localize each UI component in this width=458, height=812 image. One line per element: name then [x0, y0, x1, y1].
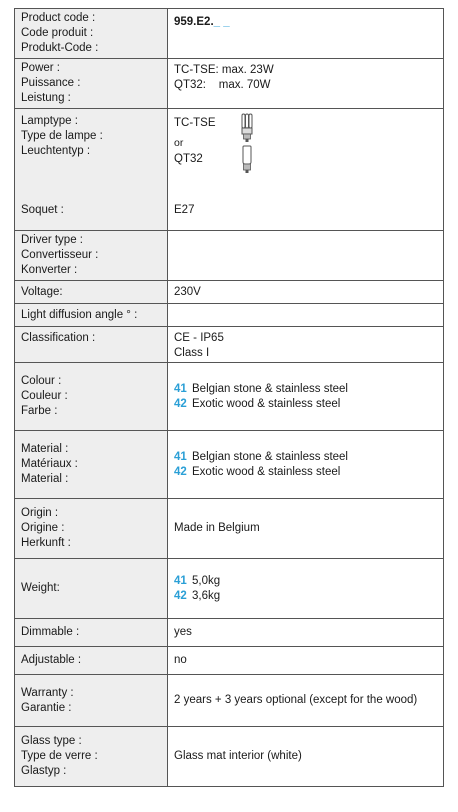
- value-voltage: 230V: [168, 281, 444, 304]
- row-classification: [15, 327, 444, 363]
- row-product-code: [15, 9, 444, 59]
- label-colour: Colour : Couleur : Farbe :: [15, 363, 168, 431]
- label-warranty: Warranty : Garantie :: [15, 675, 168, 727]
- colour-option: 42 Exotic wood & stainless steel: [174, 397, 341, 410]
- label-lamptype: Lamptype : Type de lampe : Leuchtentyp : Soquet :: [15, 109, 168, 231]
- weight-option: 41 5,0kg: [174, 574, 221, 587]
- row-light-angle: [15, 304, 444, 327]
- material-option: 41 Belgian stone & stainless steel: [174, 450, 348, 463]
- value-warranty: 2 years + 3 years optional (except for the wood): [168, 675, 444, 727]
- qt32-lamp-icon: [240, 145, 254, 175]
- value-lamptype: [168, 109, 444, 231]
- row-glass: [15, 727, 444, 787]
- value-product-code: [168, 9, 444, 59]
- spec-table: [14, 8, 444, 787]
- row-warranty: [15, 675, 444, 727]
- label-classification: Classification :: [15, 327, 168, 363]
- colour-option: 41 Belgian stone & stainless steel: [174, 382, 348, 395]
- row-lamptype: [15, 109, 444, 231]
- row-material: [15, 431, 444, 499]
- label-socket: Soquet :: [21, 204, 64, 216]
- label-light-angle: Light diffusion angle ° :: [15, 304, 168, 327]
- value-material: [168, 431, 444, 499]
- value-driver: [168, 231, 444, 281]
- label-glass: Glass type : Type de verre : Glastyp :: [15, 727, 168, 787]
- value-power: TC-TSE: max. 23W QT32: max. 70W: [168, 59, 444, 109]
- lamp-or: or: [174, 137, 184, 149]
- row-voltage: [15, 281, 444, 304]
- value-classification: CE - IP65 Class I: [168, 327, 444, 363]
- row-dimmable: [15, 619, 444, 647]
- lamp-qt32: QT32: [174, 149, 374, 169]
- row-driver: [15, 231, 444, 281]
- label-origin: Origin : Origine : Herkunft :: [15, 499, 168, 559]
- tc-tse-lamp-icon: [240, 113, 254, 143]
- label-adjustable: Adjustable :: [15, 647, 168, 675]
- value-colour: [168, 363, 444, 431]
- material-option: 42 Exotic wood & stainless steel: [174, 465, 341, 478]
- spec-sheet: [14, 8, 444, 787]
- row-colour: [15, 363, 444, 431]
- value-weight: [168, 559, 444, 619]
- label-driver: Driver type : Convertisseur : Konverter :: [15, 231, 168, 281]
- label-product-code: Product code : Code produit : Produkt-Code :: [15, 9, 168, 59]
- value-dimmable: yes: [168, 619, 444, 647]
- row-adjustable: [15, 647, 444, 675]
- value-glass: Glass mat interior (white): [168, 727, 444, 787]
- label-dimmable: Dimmable :: [15, 619, 168, 647]
- label-weight: Weight:: [15, 559, 168, 619]
- value-socket: E27: [174, 204, 195, 216]
- row-origin: [15, 499, 444, 559]
- product-code-placeholder: _ _: [213, 16, 230, 28]
- label-voltage: Voltage:: [15, 281, 168, 304]
- value-origin: Made in Belgium: [168, 499, 444, 559]
- row-weight: [15, 559, 444, 619]
- row-power: [15, 59, 444, 109]
- value-adjustable: no: [168, 647, 444, 675]
- weight-option: 42 3,6kg: [174, 589, 221, 602]
- label-material: Material : Matériaux : Material :: [15, 431, 168, 499]
- value-light-angle: [168, 304, 444, 327]
- lamp-tc-tse: TC-TSE: [174, 113, 374, 133]
- label-power: Power : Puissance : Leistung :: [15, 59, 168, 109]
- product-code: 959.E2.: [174, 16, 214, 28]
